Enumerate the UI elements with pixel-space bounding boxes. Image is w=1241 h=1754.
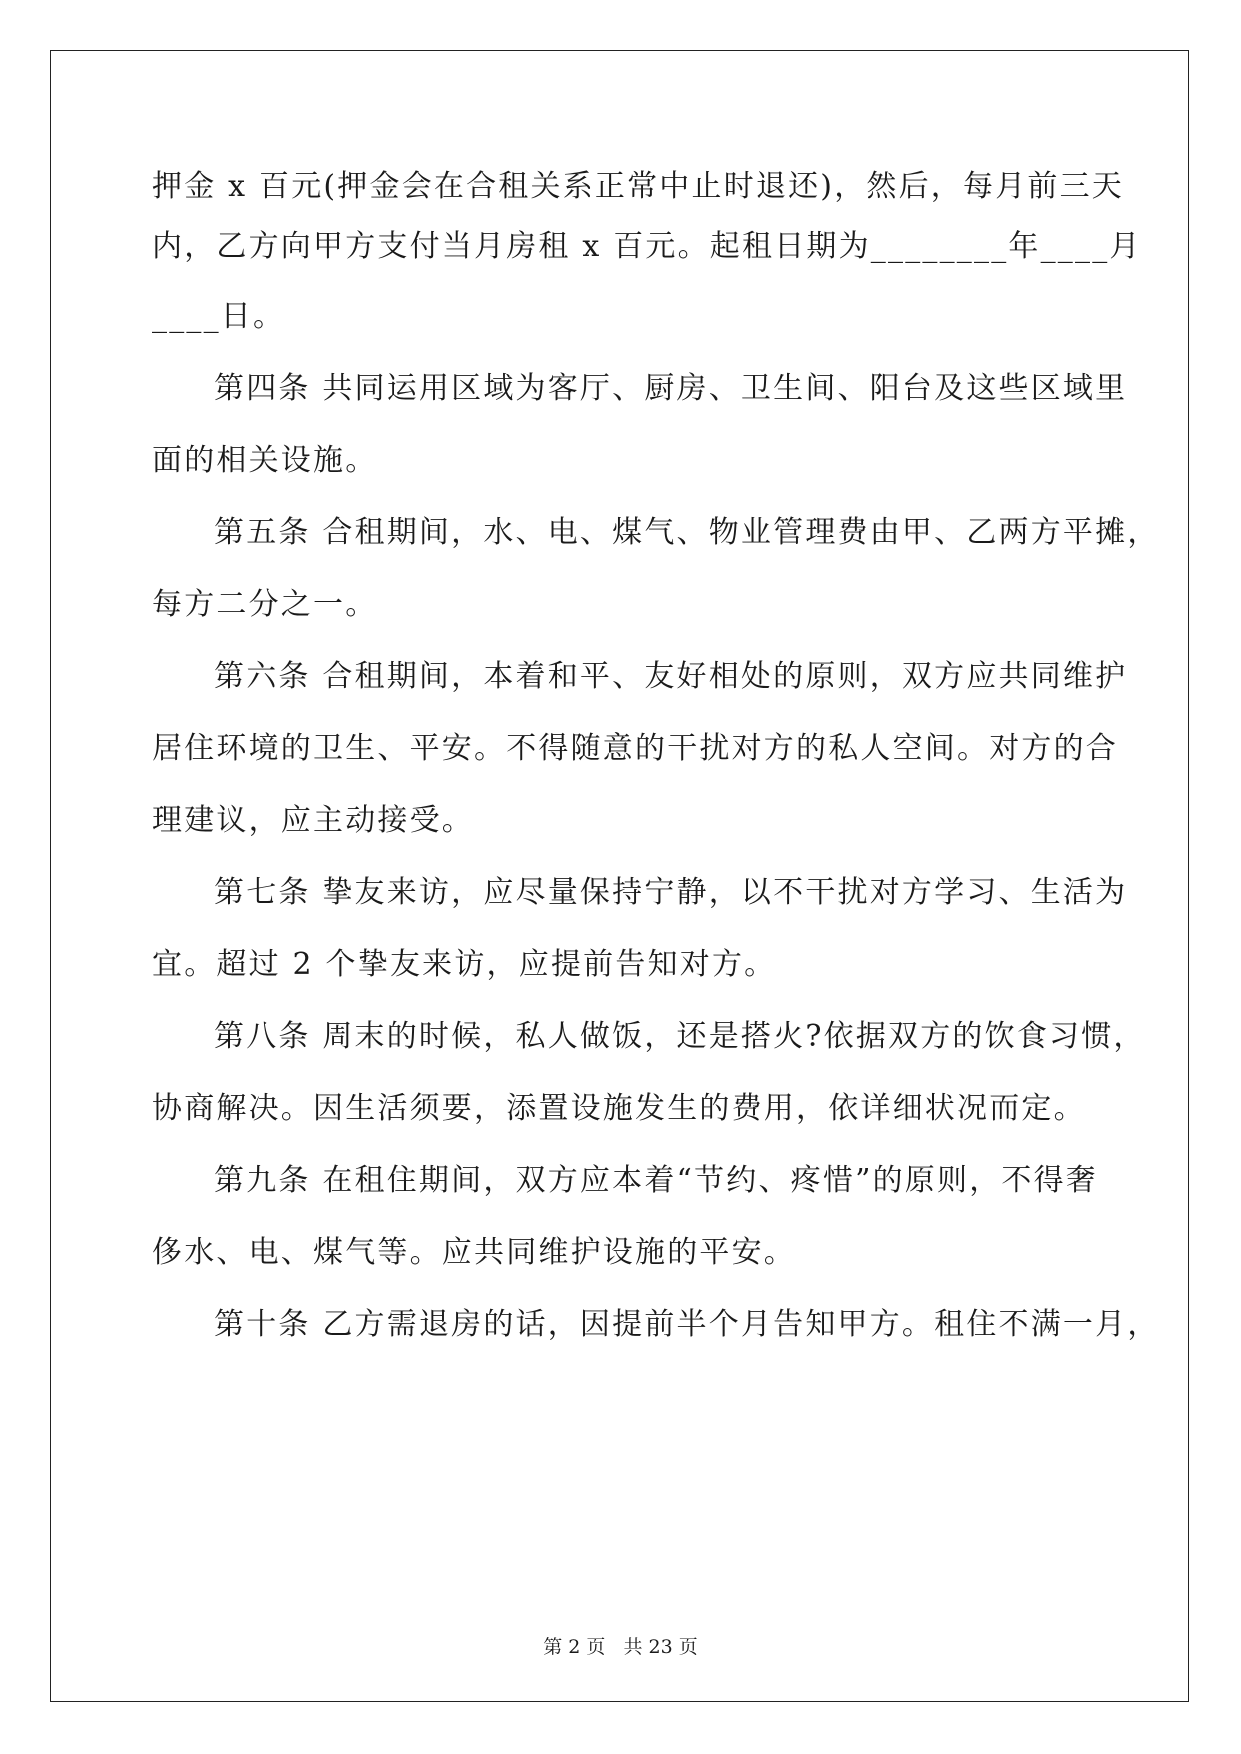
page-footer [0,1632,1241,1659]
text-line: 第十条 乙方需退房的话，因提前半个月告知甲方。租住不满一月， [214,1307,1160,1342]
text-line: 第六条 合租期间，本着和平、友好相处的原则，双方应共同维护 [214,659,1128,694]
text-line: 内，乙方向甲方支付当月房租 x 百元。起租日期为________年____月 [152,229,1142,264]
text-line: 侈水、电、煤气等。应共同维护设施的平安。 [152,1235,796,1270]
text-line: 第九条 在租住期间，双方应本着“节约、疼惜”的原则，不得奢 [214,1163,1099,1198]
text-line: ____日。 [152,299,286,334]
text-line: 押金 x 百元(押金会在合租关系正常中止时退还)，然后，每月前三天 [152,169,1124,204]
text-line: 面的相关设施。 [152,443,378,478]
text-line: 第五条 合租期间，水、电、煤气、物业管理费由甲、乙两方平摊， [214,515,1160,550]
page-number: 第 2 页 [543,1636,606,1658]
text-line: 居住环境的卫生、平安。不得随意的干扰对方的私人空间。对方的合 [152,731,1118,766]
text-line: 宜。超过 2 个挚友来访，应提前告知对方。 [152,947,777,982]
text-line: 第四条 共同运用区域为客厅、厨房、卫生间、阳台及这些区域里 [214,371,1128,406]
text-line: 第七条 挚友来访，应尽量保持宁静，以不干扰对方学习、生活为 [214,875,1128,910]
text-line: 理建议，应主动接受。 [152,803,474,838]
text-line: 每方二分之一。 [152,587,378,622]
text-line: 协商解决。因生活须要，添置设施发生的费用，依详细状况而定。 [152,1091,1086,1126]
page-total: 共 23 页 [623,1636,698,1658]
text-line: 第八条 周末的时候，私人做饭，还是搭火?依据双方的饮食习惯， [214,1019,1146,1054]
